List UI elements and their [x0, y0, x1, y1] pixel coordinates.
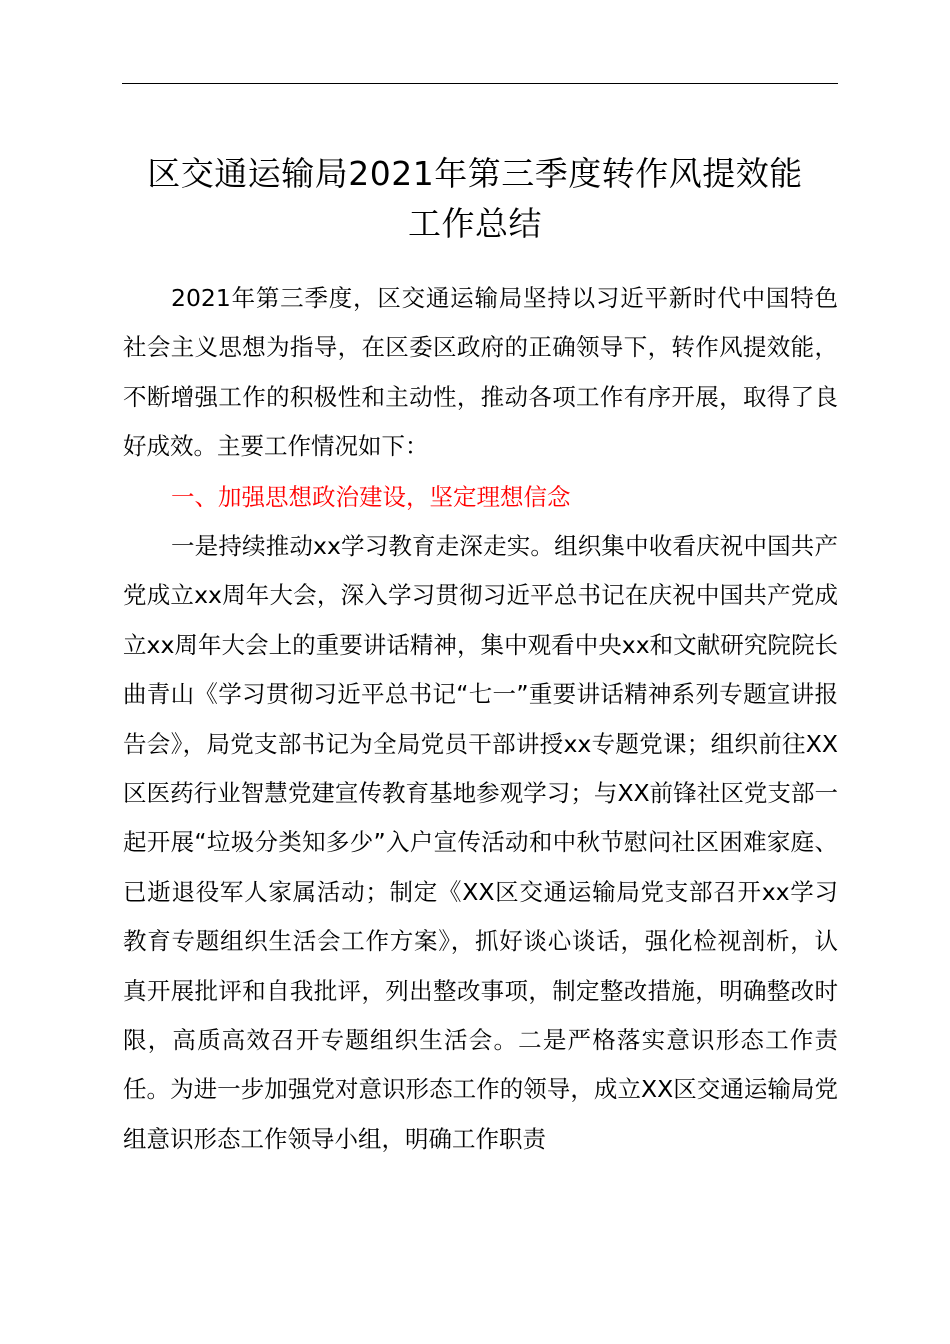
document-title-line1: 区交通运输局2021年第三季度转作风提效能	[147, 154, 803, 193]
intro-paragraph: 2021年第三季度，区交通运输局坚持以习近平新时代中国特色社会主义思想为指导，在区委区政府的正确领导下，转作风提效能，不断增强工作的积极性和主动性，推动各项工作有序开展，取得了良好成效。主要工作情况如下：	[123, 284, 838, 461]
document-title-line2: 工作总结	[408, 204, 542, 243]
header-rule	[122, 83, 838, 84]
section-paragraph: 一是持续推动xx学习教育走深走实。组织集中收看庆祝中国共产党成立xx周年大会，深入学习贯彻习近平总书记在庆祝中国共产党成立xx周年大会上的重要讲话精神，集中观看中央xx和文献研究院院长曲青山《学习贯彻习近平总书记“七一”重要讲话精神系列专题宣讲报告会》，局党支部书记为全局党员干部讲授xx专题党课；组织前往XX区医药行业智慧党建宣传教育基地参观学习；与XX前锋社区党支部一起开展“垃圾分类知多少”入户宣传活动和中秋节慰问社区困难家庭、已逝退役军人家属活动；制定《XX区交通运输局党支部召开xx学习教育专题组织生活会工作方案》，抓好谈心谈话，强化检视剖析，认真开展批评和自我批评，列出整改事项，制定整改措施，明确整改时限，高质高效召开专题组织生活会。二是严格落实意识形态工作责任。为进一步加强党对意识形态工作的领导，成立XX区交通运输局党组意识形态工作领导小组，明确工作职责	[123, 532, 838, 1153]
section-heading: 一、加强思想政治建设，坚定理想信念	[171, 483, 571, 511]
